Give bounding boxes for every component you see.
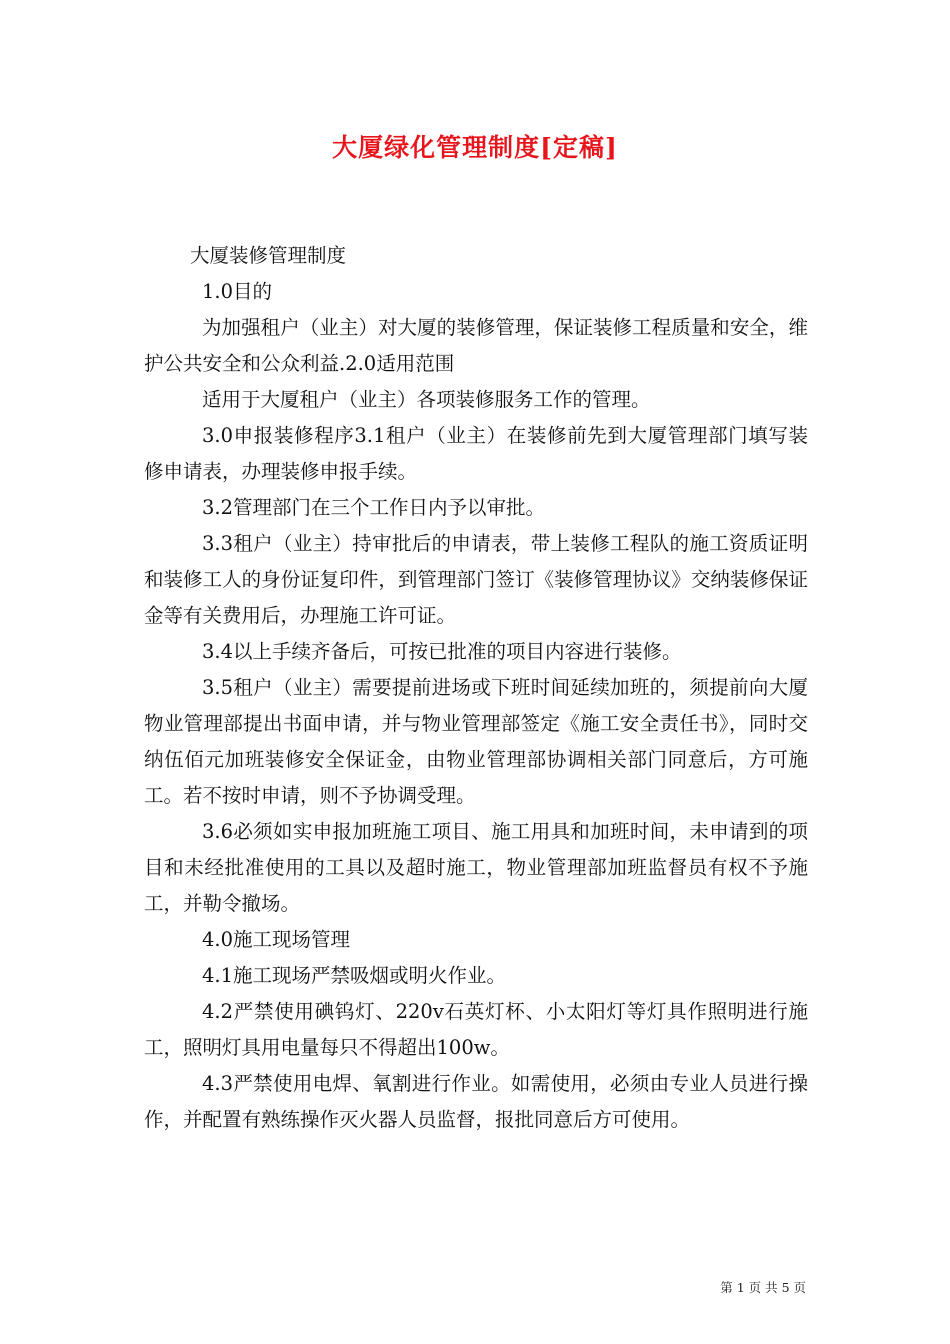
paragraph: 4.1施工现场严禁吸烟或明火作业。 — [202, 964, 507, 987]
paragraph: 4.3严禁使用电焊、氧割进行作业。如需使用，必须由专业人员进行操作，并配置有熟练操作灭火器人员监督，报批同意后方可使用。 — [144, 1072, 808, 1131]
document-body — [144, 238, 808, 1138]
document-title: 大厦绿化管理制度[定稿] — [332, 133, 618, 162]
paragraph: 大厦装修管理制度 — [190, 244, 347, 267]
paragraph: 适用于大厦租户（业主）各项装修服务工作的管理。 — [202, 388, 651, 411]
page-number: 第 1 页 共 5 页 — [720, 1280, 806, 1295]
paragraph: 3.2管理部门在三个工作日内予以审批。 — [202, 496, 546, 519]
paragraph: 3.5租户（业主）需要提前进场或下班时间延续加班的，须提前向大厦物业管理部提出书面申请，并与物业管理部签定《施工安全责任书》，同时交纳伍佰元加班装修安全保证金，由物业管理部协调相关部门同意后，方可施工。若不按时申请，则不予协调受理。 — [144, 676, 808, 807]
paragraph: 4.2严禁使用碘钨灯、220v石英灯杯、小太阳灯等灯具作照明进行施工，照明灯具用电量每只不得超出100w。 — [144, 1000, 808, 1059]
paragraph: 3.6必须如实申报加班施工项目、施工用具和加班时间，未申请到的项目和未经批准使用的工具以及超时施工，物业管理部加班监督员有权不予施工，并勒令撤场。 — [144, 820, 808, 915]
paragraph: 4.0施工现场管理 — [202, 928, 351, 951]
paragraph: 3.4以上手续齐备后，可按已批准的项目内容进行装修。 — [202, 640, 682, 663]
paragraph: 3.3租户（业主）持审批后的申请表，带上装修工程队的施工资质证明和装修工人的身份证复印件，到管理部门签订《装修管理协议》交纳装修保证金等有关费用后，办理施工许可证。 — [144, 532, 808, 627]
paragraph: 1.0目的 — [202, 280, 273, 303]
paragraph: 3.0申报装修程序3.1租户（业主）在装修前先到大厦管理部门填写装修申请表，办理装修申报手续。 — [144, 424, 808, 483]
paragraph: 为加强租户（业主）对大厦的装修管理，保证装修工程质量和安全，维护公共安全和公众利益.2.0适用范围 — [144, 316, 808, 375]
